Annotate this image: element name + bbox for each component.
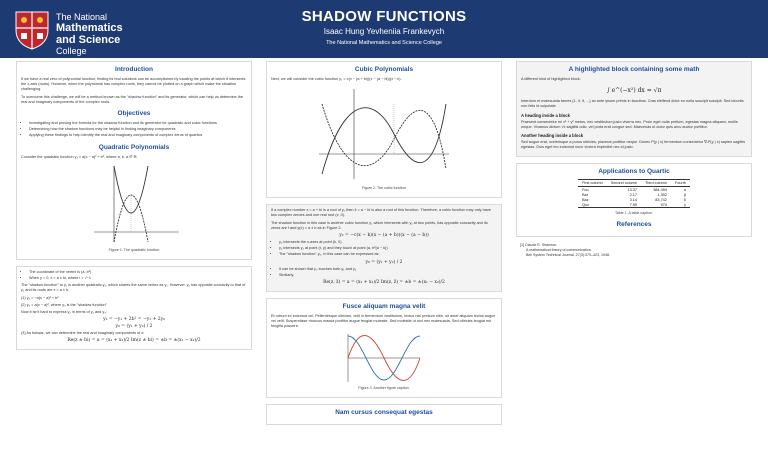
quadratic-block [16, 266, 252, 351]
highlight-paragraph: Interdum et malesuada fames {1, 4, 9, ...} ac ante ipsum primis in faucibus. Cras eleifend dolor eu nulla suscipit suscipit. Sed lobortis non felis id vulputate. [521, 99, 744, 109]
complex-paragraph: If a complex number z = a + bi is a root of y₁ then z̄ = a − bi is also a root of this function. Therefore, a cubic function may only have two complex zeroes and one real root (c, 0). [271, 208, 491, 218]
poster-header [0, 0, 768, 58]
poster-authors: Isaac Hung Yevheniia Frankevych [323, 27, 445, 36]
cubic-block [266, 61, 502, 198]
intro-paragraph: If we have a real zero of polynomial function, finding its real solutions can be accomplished by locating the points at which it intersects the x-axis (roots). However, when the polynomial has complex roots, they cannot be plotted on a graph which make the situation challenging. [21, 77, 246, 92]
college-name: The National Mathematics and Science College [56, 12, 123, 56]
objectives-title: Objectives [117, 110, 151, 118]
table-header-row [578, 180, 690, 187]
cubic-intro: Next, we will consider the cubic function y₁ = c(x − (a + bi))(x − (a − bi))(x − k). [271, 77, 402, 81]
table-cell: 384,394 [653, 187, 667, 192]
highlight-title: A highlighted block containing some math [568, 66, 700, 73]
list-item: • Determining how the shadow functions may be helpful in finding imaginary components [29, 127, 247, 132]
table-cell: α [683, 187, 686, 192]
vertex-list [21, 270, 247, 281]
complex-roots-block [266, 204, 502, 292]
table-cell: δ [683, 197, 686, 202]
table-cell: β [683, 192, 686, 197]
references-title: References [616, 221, 652, 229]
list-item: • The "shadow function" y₀, in this case can be expressed as: [279, 252, 497, 257]
express-paragraph: Now it isn't hard to express y₂ in terms of y₁ and y₃: [21, 310, 107, 315]
block-subheading: Another heading inside a block [521, 133, 584, 139]
intro-block [16, 61, 252, 260]
cubic-equation-3: Re(z, z̄) = a = (x₁ + x₂)/2 Im(z, z̄) = ±b = ±(x₁ − x₂)/2 [323, 280, 445, 286]
list-item: • Investigating and proving the formula for the shadow function and its generator for quadratic and cubic functions [29, 121, 247, 126]
table-cell: 7.59 [607, 202, 641, 208]
highlight-paragraph: Praesent consectetur mi x² + y² metus, nec vestibulum justo viverra nec. Proin eget nulla pretium, egestas magna aliquam, mollis neque. Vivamus dictum √x sagittis odio, vel porta erat congue sed. Maecenas ut dolor quis arcu auctor porttitor. [521, 119, 738, 129]
components-paragraph: (3) As follows, we can determine the real and imaginary components of z: [21, 331, 145, 336]
highlight-paragraph: Sed augue erat, scelerisque a purus ultricies, placerat porttitor neque. Donec P(y | x) fermentum consectetur ∇ₓP(y | x) sapien sagittis egestas. Duis eget leo euismod nunc viverra imperdiet nec id justo. [521, 140, 745, 150]
table-header: Third column [641, 180, 671, 187]
nam-title: Nam cursus consequat egestas [335, 408, 433, 416]
cubic-equation-1: y₂ = −c(x − k)(x − (a + b))(x − (a − b)) [339, 233, 429, 239]
equation-2: (2) y₃ = a(x − a)², where y₃ is the "shadow function" [21, 302, 107, 307]
quadratic-title: Quadratic Polynomials [98, 143, 170, 151]
table-cell: 2.17 [629, 192, 637, 197]
table-cell: Foo [582, 187, 589, 192]
nam-block [266, 404, 502, 425]
cubic-figure [314, 84, 454, 184]
reference-entry: [1] Claude E. Shannon. A mathematical theory of communication. Bell System Technical Journal, 27(3):379–423, 1948. [520, 243, 611, 258]
list-item: • y₂ intersects y₁ at point (t, y) and they touch at point (a, b²(a − k)) [279, 246, 497, 251]
table-header: Second column [607, 180, 641, 187]
equation-5: Re(z ± bi) = a = (x₁ + x₂)/2 Im(z ± bi) = ±b = ±(x₁ − x₂)/2 [67, 338, 201, 344]
integral-equation: ∫ e^(−x²) dx = √π [606, 87, 662, 95]
column-right [516, 61, 752, 461]
table-row [578, 202, 690, 208]
table-cell: 974 [641, 202, 671, 208]
column-left [16, 61, 252, 461]
table-cell: γ [671, 202, 690, 208]
intro-paragraph: To overcome this challenge, we will be a method known as the "shadow function" and its generator, which can help us determine the real and imaginary components of the complex roots. [21, 94, 243, 104]
shadow-paragraph: The "shadow function" to y₁ is another quadratic y₂, which shares the same vertex as y₁. However, y₂ has opposite concavity to that of y₁ and its roots are x = a ± b. [21, 283, 246, 293]
cubic-list-2 [271, 267, 497, 278]
fusce-paragraph: Et rutrum ex euismod vel. Pellentesque ultricies, velit in fermentum vestibulum, lectus nisi pretium nibh, sit amet aliquam lectus augue vel velit. Suspendisse rhoncus massa porttitor augue feugiat molestie. Sed molestie ut orci nec malesuada. Sed ultricies feugiat est fringilla posuere. [271, 314, 496, 329]
intro-title: Introduction [115, 66, 153, 73]
fusce-title: Fusce aliquam magna velit [342, 303, 426, 311]
quadratic-caption: Figure 1. The quadratic function [108, 247, 160, 252]
quadratic-intro: Consider the quadratic function y₁ = a(x − a)² + b², where a, b, a ∈ ℝ [21, 154, 137, 159]
quadratic-figure [84, 162, 184, 246]
fusce-block [266, 298, 502, 398]
table-cell: 13.37 [627, 187, 637, 192]
table-cell: Baz [582, 197, 589, 202]
list-item: • y₂ intersects the x-axes at point (k, 0) [279, 240, 497, 245]
list-item: • When y = 0, x = a ± bi, where i = √−1 [29, 276, 247, 281]
poster-title: SHADOW FUNCTIONS [301, 8, 467, 25]
applications-table [578, 179, 690, 208]
poster-affiliation: The National Mathematics and Science College [326, 40, 442, 46]
cubic-list [271, 240, 497, 258]
table-cell: 1,392 [657, 192, 667, 197]
table-cell: 83,742 [655, 197, 667, 202]
list-item: • Applying these findings to help identify the real and imaginary components of complex zeros of quartics [29, 133, 247, 138]
equation-1: (1) y₂ = −a(x − a)² + b² [21, 295, 59, 300]
table-caption: Table 1. A table caption. [615, 211, 653, 216]
objectives-list [21, 121, 247, 139]
table-cell: Qux [578, 202, 607, 208]
highlight-paragraph: A different kind of highlighted block. [521, 77, 581, 81]
table-cell: Bar [582, 192, 589, 197]
list-item: • The coordinate of the vertex is (a, b²) [29, 270, 247, 275]
list-item: • Similarly, [279, 273, 497, 278]
highlight-block [516, 61, 752, 157]
cubic-caption: Figure 2. The cubic function [361, 186, 407, 191]
sine-figure [344, 332, 424, 384]
table-header: Fourth [671, 180, 690, 187]
column-middle [266, 61, 502, 461]
applications-block [516, 163, 752, 237]
equation-3: y₂ = −y₁ + 2b² = −y₁ + 2y₀ [103, 317, 165, 323]
fusce-caption: Figure 3. Another figure caption. [358, 385, 410, 390]
list-item: • It can be shown that y₀ touches both y₁ and y₂ [279, 267, 497, 272]
applications-title: Applications to Quartic [598, 168, 670, 176]
cubic-equation-2: y₀ = (y₁ + y₂) / 2 [365, 259, 403, 265]
cubic-title: Cubic Polynomials [354, 66, 414, 73]
equation-4: y₀ = (y₁ + y₂) / 2 [115, 324, 153, 330]
complex-paragraph: The shadow function in this case is another cubic function y₂ which intersects with y₁ at two points, has opposite concavity and its zeros are f and y(c) = a ± b as in Figure 2. [271, 220, 488, 230]
table-header: First column [578, 180, 607, 187]
table-cell: 3.14 [629, 197, 637, 202]
block-subheading: A heading inside a block [521, 112, 570, 118]
